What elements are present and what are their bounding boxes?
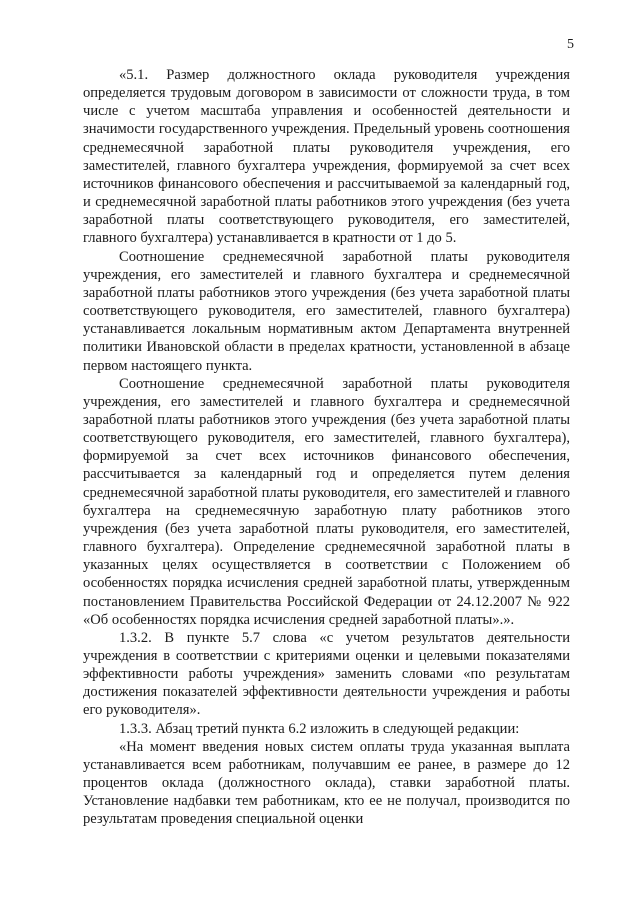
paragraph-1-3-2: 1.3.2. В пункте 5.7 слова «с учетом результатов деятельности учреждения в соответствии с критериями оценки и целевыми показателями эффективности работы учреждения» заменить словами «по результатам достижения показателей эффективности деятельности учреждения и работы его руководителя». [83, 629, 570, 719]
document-body [83, 66, 570, 829]
paragraph-6-2-new-text: «На момент введения новых систем оплаты труда указанная выплата устанавливается всем работникам, получавшим ее ранее, в размере до 12 процентов оклада (должностного оклада), ставки заработной платы. Установление надбавки тем работникам, кто ее не получал, производится по результатам проведения специальной оценки [83, 738, 570, 828]
paragraph-ratio-calculation: Соотношение среднемесячной заработной платы руководителя учреждения, его заместителей и главного бухгалтера и среднемесячной заработной платы работников этого учреждения (без учета заработной платы соответствующего руководителя, его заместителей, главного бухгалтера), формируемой за счет всех источников финансового обеспечения, рассчитывается за календарный год и определяется путем деления среднемесячной заработной платы руководителя, его заместителей и главного бухгалтера на среднемесячную заработную плату работников этого учреждения (без учета заработной платы руководителя, его заместителей, главного бухгалтера). Определение среднемесячной заработной платы в указанных целях осуществляется в соответствии с Положением об особенностях порядка исчисления средней заработной платы, утвержденным постановлением Правительства Российской Федерации от 24.12.2007 № 922 «Об особенностях порядка исчисления средней заработной платы».». [83, 375, 570, 628]
page-number: 5 [567, 37, 574, 52]
paragraph-ratio-local-act: Соотношение среднемесячной заработной платы руководителя учреждения, его заместителей и главного бухгалтера и среднемесячной заработной платы работников этого учреждения (без учета заработной платы соответствующего руководителя, его заместителей, главного бухгалтера) устанавливается локальным нормативным актом Департамента внутренней политики Ивановской области в пределах кратности, установленной в абзаце первом настоящего пункта. [83, 248, 570, 374]
paragraph-1-3-3: 1.3.3. Абзац третий пункта 6.2 изложить в следующей редакции: [119, 720, 520, 737]
paragraph-5-1: «5.1. Размер должностного оклада руководителя учреждения определяется трудовым договором в зависимости от сложности труда, в том числе с учетом масштаба управления и особенностей деятельности и значимости государственного учреждения. Предельный уровень соотношения среднемесячной заработной платы руководителя учреждения, его заместителей, главного бухгалтера учреждения, формируемой за счет всех источников финансового обеспечения и рассчитываемой за календарный год, и среднемесячной заработной платы работников этого учреждения (без учета заработной платы соответствующего руководителя, его заместителей, главного бухгалтера) устанавливается в кратности от 1 до 5. [83, 67, 570, 247]
